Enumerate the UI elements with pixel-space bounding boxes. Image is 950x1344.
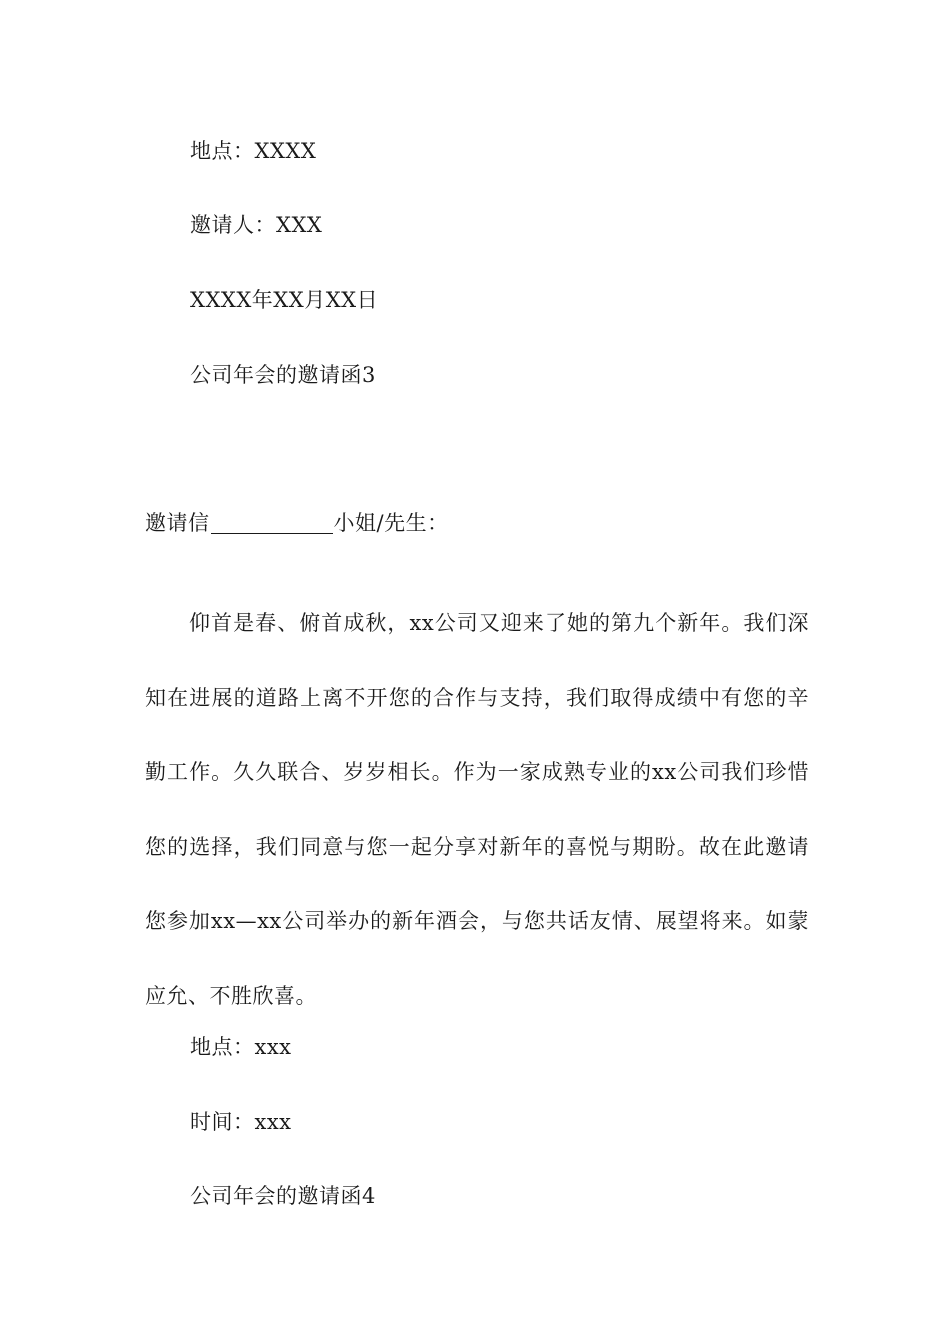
location-line-xxx: 地点：xxx bbox=[190, 1035, 292, 1059]
invitation-body: 仰首是春、俯首成秋，xx公司又迎来了她的第九个新年。我们深知在进展的道路上离不开您的合作与支持，我们取得成绩中有您的辛勤工作。久久联合、岁岁相长。作为一家成熟专业的xx公司我们珍惜您的选择，我们同意与您一起分享对新年的喜悦与期盼。故在此邀请您参加xx—xx公司举办的新年酒会，与您共话友情、展望将来。如蒙应允、不胜欣喜。 bbox=[145, 611, 809, 1008]
salutation-line bbox=[145, 508, 449, 538]
letter-3-heading: 公司年会的邀请函3 bbox=[190, 363, 376, 387]
time-line: 时间：xxx bbox=[190, 1110, 292, 1134]
name-blank bbox=[211, 511, 333, 534]
letter-4-heading: 公司年会的邀请函4 bbox=[190, 1184, 376, 1208]
salutation-prefix: 邀请信 bbox=[145, 511, 210, 535]
date-line: XXXX年XX月XX日 bbox=[190, 288, 379, 312]
salutation-suffix: 小姐/先生： bbox=[333, 511, 449, 535]
location-line-xxxx: 地点：XXXX bbox=[190, 139, 317, 163]
inviter-line: 邀请人：XXX bbox=[190, 213, 323, 237]
